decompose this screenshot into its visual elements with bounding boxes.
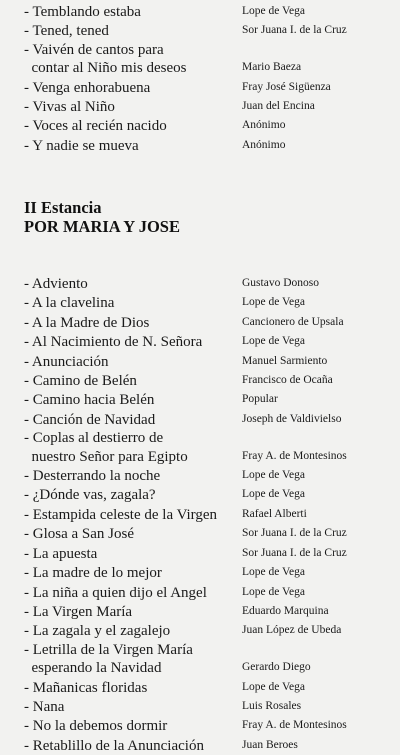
entry-title: - Tened, tened (24, 23, 109, 40)
entry-title: - La Virgen María (24, 603, 133, 620)
toc-entry (24, 293, 396, 312)
entry-title: - Vivas al Niño (24, 99, 115, 116)
entry-author: Lope de Vega (242, 566, 306, 579)
entry-author: Sor Juana I. de la Cruz (242, 546, 347, 559)
toc-entry (24, 583, 396, 602)
entry-author: Luis Rosales (242, 699, 302, 712)
entry-title: - Nana (24, 698, 65, 715)
entry-author: Lope de Vega (242, 585, 306, 598)
entry-author: Juan del Encina (242, 100, 315, 113)
entry-title: - Letrilla de la Virgen María esperando la Navidad (24, 641, 193, 677)
toc-entry (24, 716, 396, 735)
entry-author: Popular (242, 393, 278, 406)
entry-title: - Estampida celeste de la Virgen (24, 506, 218, 523)
entry-author: Eduardo Marquina (242, 604, 329, 617)
entry-title: - La apuesta (24, 545, 98, 562)
entry-author: Manuel Sarmiento (242, 354, 328, 367)
entry-title: - Camino de Belén (24, 373, 137, 390)
toc-entry (24, 78, 396, 97)
entry-title: - La zagala y el zagalejo (24, 623, 171, 640)
toc-entry (24, 544, 396, 563)
toc-entry (24, 136, 396, 155)
entry-author: Joseph de Valdivielso (242, 412, 342, 425)
toc-entry (24, 505, 396, 524)
entry-title: - La madre de lo mejor (24, 565, 162, 582)
toc-entry (24, 332, 396, 351)
toc-entry (24, 466, 396, 485)
entry-list-section-two (24, 274, 396, 755)
entry-title: - A la clavelina (24, 295, 115, 312)
entry-title: - Anunciación (24, 353, 109, 370)
toc-entry (24, 697, 396, 716)
toc-entry (24, 116, 396, 135)
toc-entry (24, 274, 396, 293)
toc-entry (24, 641, 396, 678)
entry-title: - Vaivén de cantos para contar al Niño mis deseos (24, 41, 187, 77)
entry-title: - Desterrando la noche (24, 468, 161, 485)
entry-author: Anónimo (242, 119, 286, 132)
section-heading-title: POR MARIA Y JOSE (24, 217, 180, 236)
entry-author: Lope de Vega (242, 469, 306, 482)
entry-author: Gustavo Donoso (242, 277, 319, 289)
entry-author: Juan López de Ubeda (242, 624, 342, 637)
entry-author: Francisco de Ocaña (242, 374, 333, 387)
entry-author: Lope de Vega (242, 488, 306, 501)
entry-author: Lope de Vega (242, 680, 306, 693)
toc-entry (24, 352, 396, 371)
entry-author: Fray A. de Montesinos (242, 719, 347, 732)
entry-author: Fray José Sigüenza (242, 80, 331, 93)
entry-author: Mario Baeza (242, 61, 302, 74)
toc-entry (24, 563, 396, 582)
toc-entry (24, 21, 396, 40)
toc-entry (24, 602, 396, 621)
toc-entry (24, 621, 396, 640)
entry-title: - Venga enhorabuena (24, 79, 151, 96)
entry-author: Lope de Vega (242, 296, 306, 309)
entry-title: - Al Nacimiento de N. Señora (24, 334, 203, 351)
entry-title: - La niña a quien dijo el Angel (24, 584, 207, 601)
entry-author: Sor Juana I. de la Cruz (242, 24, 347, 37)
toc-entry (24, 41, 396, 78)
toc-entry (24, 678, 396, 697)
section-heading (24, 198, 180, 236)
entry-author: Fray A. de Montesinos (242, 449, 347, 462)
entry-title: - Canción de Navidad (24, 411, 156, 428)
toc-entry (24, 524, 396, 543)
entry-author: Gerardo Diego (242, 661, 311, 674)
entry-author: Lope de Vega (242, 5, 306, 17)
entry-author: Cancionero de Upsala (242, 315, 344, 328)
toc-entry (24, 390, 396, 409)
entry-title: - Camino hacia Belén (24, 392, 155, 409)
toc-entry (24, 371, 396, 390)
entry-title: - Temblando estaba (24, 4, 141, 20)
entry-author: Rafael Alberti (242, 507, 307, 520)
entry-title: - Voces al recién nacido (24, 118, 167, 135)
entry-title: - Adviento (24, 276, 88, 292)
entry-title: - Mañanicas floridas (24, 679, 148, 696)
entry-title: - No la debemos dormir (24, 718, 168, 735)
entry-author: Juan Beroes (242, 738, 298, 751)
entry-title: - ¿Dónde vas, zagala? (24, 487, 156, 504)
toc-entry (24, 410, 396, 429)
toc-entry (24, 429, 396, 466)
toc-entry (24, 97, 396, 116)
entry-title: - Glosa a San José (24, 526, 134, 543)
entry-title: - A la Madre de Dios (24, 314, 150, 331)
entry-title: - Retablillo de la Anunciación (24, 737, 204, 754)
toc-entry (24, 2, 396, 21)
entry-author: Sor Juana I. de la Cruz (242, 527, 347, 540)
entry-list-section-one (24, 2, 396, 155)
toc-entry (24, 313, 396, 332)
entry-author: Anónimo (242, 138, 286, 151)
toc-entry (24, 485, 396, 504)
entry-title: - Y nadie se mueva (24, 137, 139, 154)
section-heading-number: II Estancia (24, 198, 102, 217)
toc-entry (24, 736, 396, 755)
entry-author: Lope de Vega (242, 335, 306, 348)
entry-title: - Coplas al destierro de nuestro Señor para Egipto (24, 430, 188, 465)
